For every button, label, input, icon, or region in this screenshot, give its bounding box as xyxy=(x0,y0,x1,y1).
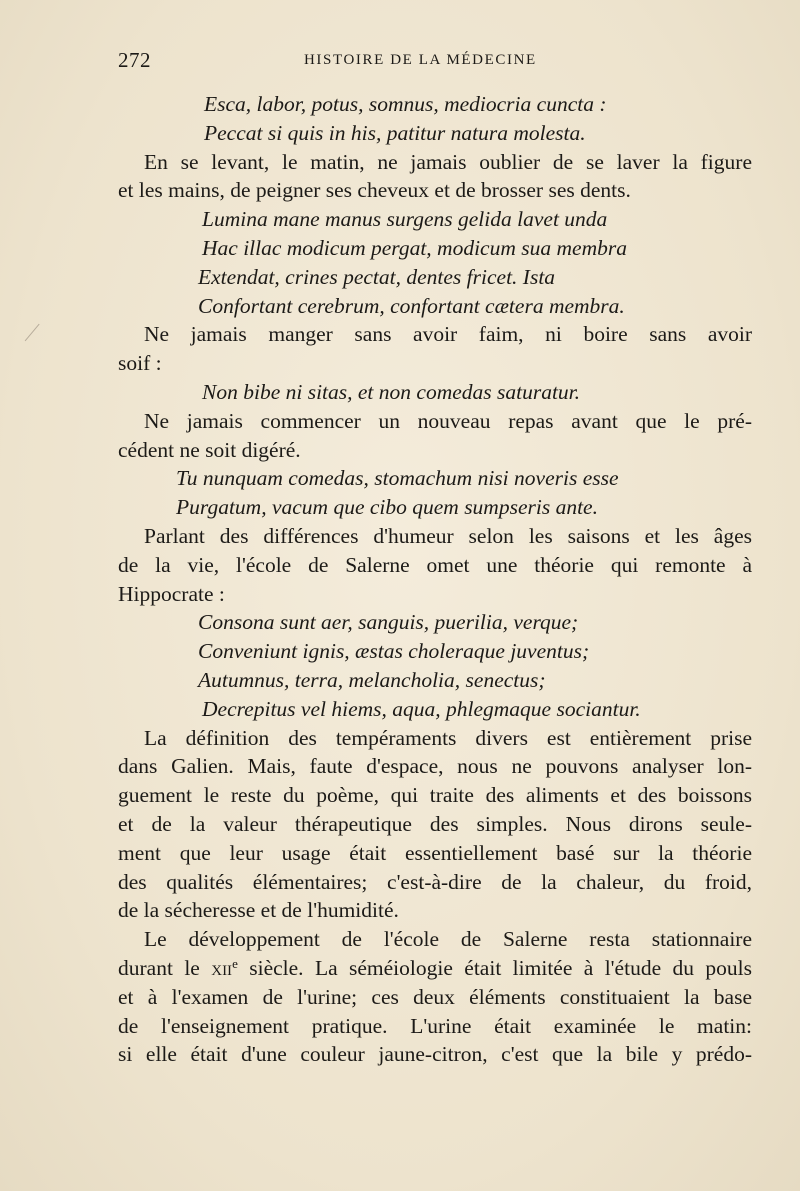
paragraph-line: Le développement de l'école de Salerne resta stationnaire xyxy=(144,927,752,952)
century-numeral: xii xyxy=(211,955,233,980)
text-fragment: durant le xyxy=(118,955,212,980)
page-body xyxy=(118,90,752,1069)
page-number: 272 xyxy=(118,48,151,72)
paragraph-line: et à l'examen de l'urine; ces deux éléments constituaient la base xyxy=(118,984,752,1009)
paragraph-line: et les mains, de peigner ses cheveux et de brosser ses dents. xyxy=(118,178,631,203)
paragraph xyxy=(118,522,752,608)
paragraph xyxy=(118,724,752,926)
paragraph-line: cédent ne soit digéré. xyxy=(118,437,301,462)
paragraph-line: Ne jamais commencer un nouveau repas avant que le pré- xyxy=(144,408,752,433)
latin-verse: Purgatum, vacum que cibo quem sumpseris ante. xyxy=(176,495,598,520)
latin-verse: Esca, labor, potus, somnus, mediocria cuncta : xyxy=(204,92,607,116)
latin-verse: Decrepitus vel hiems, aqua, phlegmaque sociantur. xyxy=(202,696,641,721)
paragraph-line: des qualités élémentaires; c'est-à-dire de la chaleur, du froid, xyxy=(118,869,752,894)
paragraph-line: de la vie, l'école de Salerne omet une théorie qui remonte à xyxy=(118,552,752,577)
latin-verse: Consona sunt aer, sanguis, puerilia, verque; xyxy=(198,610,579,635)
paragraph xyxy=(118,148,752,206)
paragraph-line: de l'enseignement pratique. L'urine était examinée le matin: xyxy=(118,1013,752,1038)
paragraph xyxy=(118,407,752,465)
latin-verse: Autumnus, terra, melancholia, senectus; xyxy=(198,667,546,692)
paragraph-line: si elle était d'une couleur jaune-citron, c'est que la bile y prédo- xyxy=(118,1042,752,1067)
latin-verse: Confortant cerebrum, confortant cætera membra. xyxy=(198,293,625,318)
latin-verse: Non bibe ni sitas, et non comedas saturatur. xyxy=(202,379,581,404)
paragraph-line: soif : xyxy=(118,351,162,376)
latin-verse: Conveniunt ignis, æstas choleraque juventus; xyxy=(198,639,590,664)
paragraph-line: Parlant des différences d'humeur selon les saisons et les âges xyxy=(144,523,752,548)
page-header xyxy=(118,48,758,76)
paragraph-line: Ne jamais manger sans avoir faim, ni boire sans avoir xyxy=(144,322,752,347)
paragraph-line: de la sécheresse et de l'humidité. xyxy=(118,898,399,923)
paragraph-line xyxy=(118,954,752,983)
latin-verse: Hac illac modicum pergat, modicum sua membra xyxy=(202,235,627,260)
paragraph xyxy=(118,320,752,378)
paragraph-line: guement le reste du poème, qui traite des aliments et des boissons xyxy=(118,783,752,808)
latin-verse: Tu nunquam comedas, stomachum nisi noveris esse xyxy=(176,466,619,491)
paragraph-line: Hippocrate : xyxy=(118,581,225,606)
latin-verse: Lumina mane manus surgens gelida lavet unda xyxy=(202,207,608,232)
text-fragment: siècle. La séméiologie était limitée à l'étude du pouls xyxy=(237,955,752,980)
paragraph-line: ment que leur usage était essentiellement basé sur la théorie xyxy=(118,840,752,865)
paragraph-line: En se levant, le matin, ne jamais oublier de se laver la figure xyxy=(144,149,752,174)
ordinal-suffix: e xyxy=(232,955,238,971)
running-title: HISTOIRE DE LA MÉDECINE xyxy=(304,52,537,68)
latin-verse: Extendat, crines pectat, dentes fricet. Ista xyxy=(198,264,556,289)
margin-pencil-mark xyxy=(25,324,51,350)
paragraph xyxy=(118,925,752,1069)
paragraph-line: dans Galien. Mais, faute d'espace, nous ne pouvons analyser lon- xyxy=(118,754,752,779)
paragraph-line: et de la valeur thérapeutique des simples. Nous dirons seule- xyxy=(118,811,752,836)
latin-verse: Peccat si quis in his, patitur natura molesta. xyxy=(204,120,586,145)
paragraph-line: La définition des tempéraments divers est entièrement prise xyxy=(144,725,752,750)
